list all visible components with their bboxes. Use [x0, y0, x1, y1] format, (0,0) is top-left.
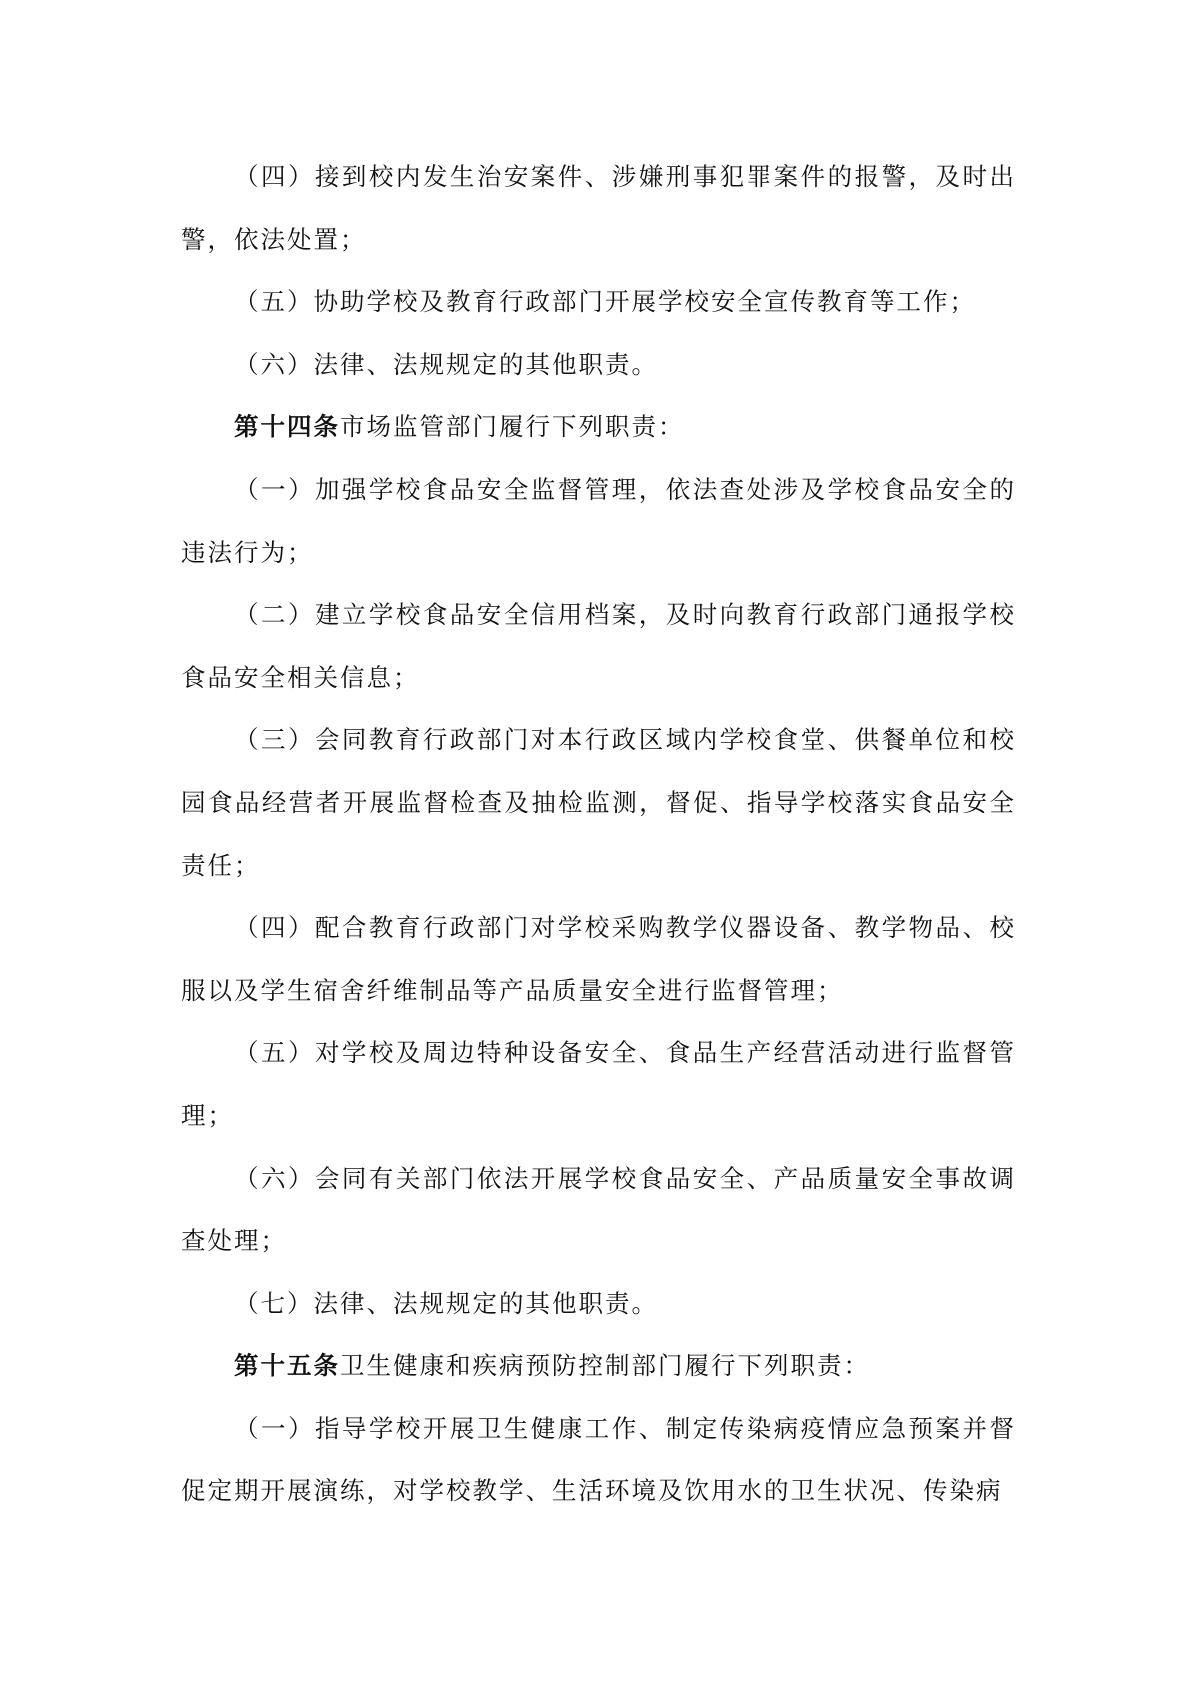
paragraph [181, 584, 1016, 709]
paragraph [181, 709, 1016, 897]
paragraph-text: （七）法律、法规规定的其他职责。 [234, 1288, 658, 1318]
paragraph-text: 市场监管部门履行下列职责： [340, 412, 685, 442]
paragraph [181, 271, 1016, 334]
paragraph [181, 1398, 1016, 1523]
paragraph-text: 卫生健康和疾病预防控制部门履行下列职责： [340, 1351, 870, 1381]
paragraph-text: （四）接到校内发生治安案件、涉嫌刑事犯罪案件的报警，及时出警，依法处置； [181, 162, 1016, 254]
paragraph-text: （五）对学校及周边特种设备安全、食品生产经营活动进行监督管理； [181, 1038, 1016, 1130]
paragraph-text: （四）配合教育行政部门对学校采购教学仪器设备、教学物品、校服以及学生宿舍纤维制品等产品质量安全进行监督管理； [181, 913, 1016, 1005]
paragraph [181, 146, 1016, 271]
article-number: 第十四条 [234, 412, 340, 442]
paragraph [181, 459, 1016, 584]
paragraph-text: （六）法律、法规规定的其他职责。 [234, 349, 658, 379]
paragraph [181, 334, 1016, 397]
document-body [181, 146, 1016, 1523]
paragraph-text: （一）指导学校开展卫生健康工作、制定传染病疫情应急预案并督促定期开展演练，对学校教学、生活环境及饮用水的卫生状况、传染病 [181, 1413, 1016, 1506]
paragraph [181, 1022, 1016, 1147]
paragraph [181, 897, 1016, 1022]
paragraph-text: （五）协助学校及教育行政部门开展学校安全宣传教育等工作； [234, 287, 976, 317]
paragraph-text: （三）会同教育行政部门对本行政区域内学校食堂、供餐单位和校园食品经营者开展监督检查及抽检监测，督促、指导学校落实食品安全责任； [181, 725, 1016, 880]
paragraph-text: （六）会同有关部门依法开展学校食品安全、产品质量安全事故调查处理； [181, 1163, 1016, 1256]
paragraph [181, 1273, 1016, 1336]
article-heading-paragraph [181, 1335, 1016, 1398]
article-heading-paragraph [181, 396, 1016, 459]
paragraph [181, 1148, 1016, 1273]
article-number: 第十五条 [234, 1351, 340, 1381]
paragraph-text: （一）加强学校食品安全监督管理，依法查处涉及学校食品安全的违法行为； [181, 474, 1016, 567]
paragraph-text: （二）建立学校食品安全信用档案，及时向教育行政部门通报学校食品安全相关信息； [181, 600, 1016, 692]
